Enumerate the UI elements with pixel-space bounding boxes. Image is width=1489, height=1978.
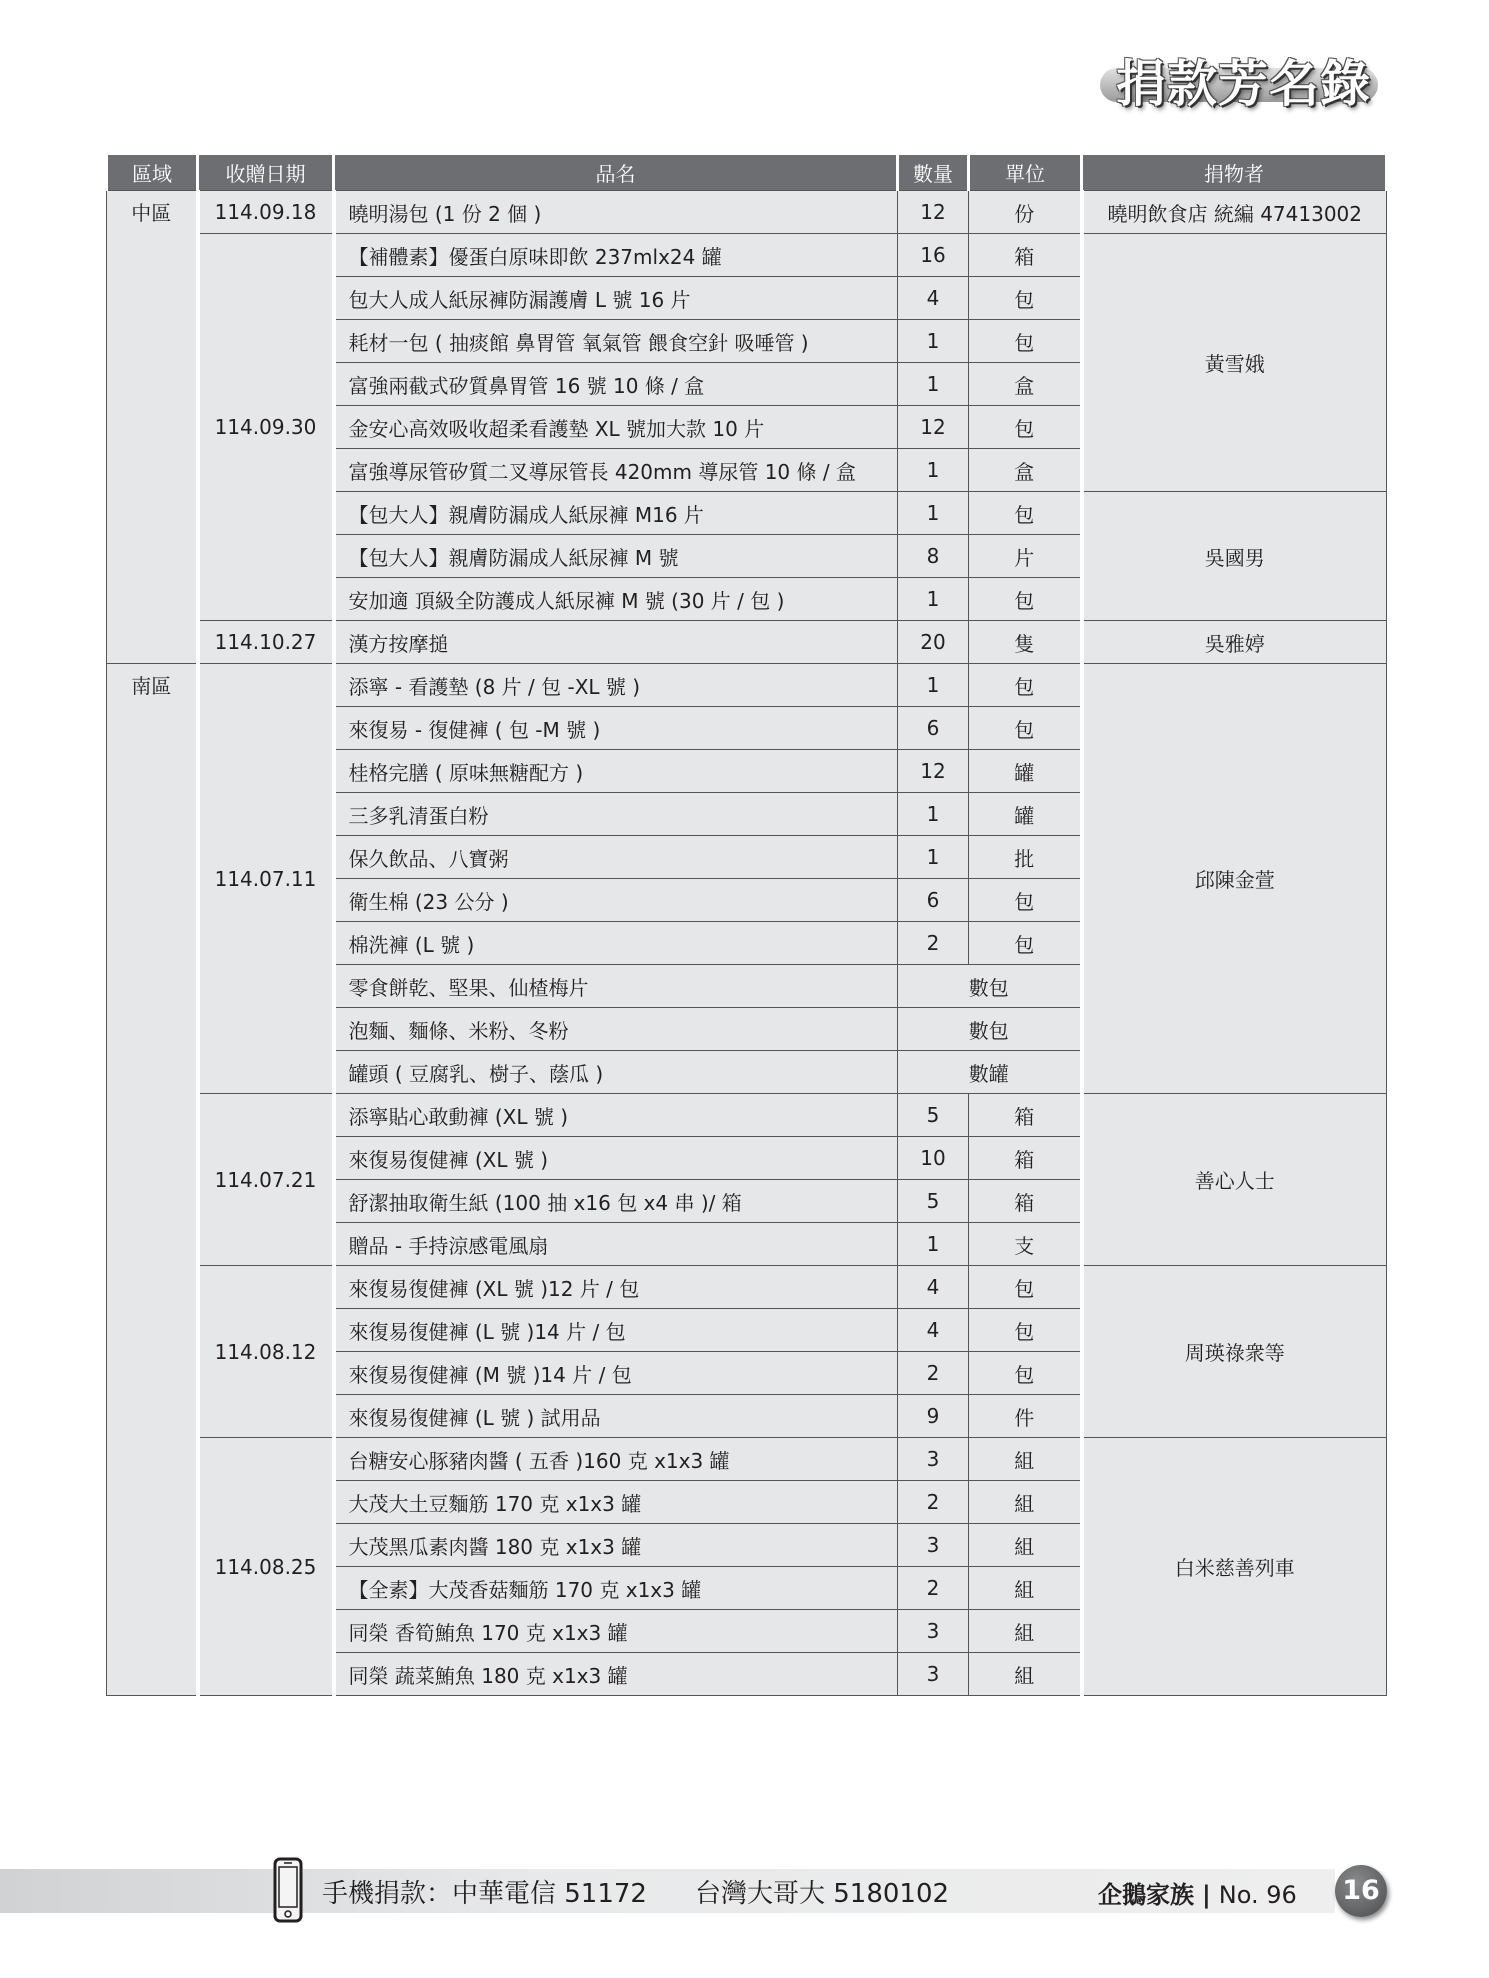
unit-cell: 組 [969, 1567, 1082, 1610]
qty-cell: 3 [898, 1438, 969, 1481]
date-cell: 114.07.21 [198, 1094, 334, 1266]
col-header-region: 區域 [107, 155, 198, 191]
unit-cell: 箱 [969, 1094, 1082, 1137]
item-cell: 大茂黑瓜素肉醬 180 克 x1x3 罐 [334, 1524, 898, 1567]
unit-cell: 箱 [969, 1180, 1082, 1223]
unit-cell: 包 [969, 406, 1082, 449]
qty-cell: 6 [898, 879, 969, 922]
unit-cell: 包 [969, 1266, 1082, 1309]
separator: | [1202, 1881, 1211, 1909]
qty-cell: 12 [898, 191, 969, 234]
donor-cell: 吳國男 [1082, 492, 1387, 621]
table-row [107, 1094, 1387, 1137]
date-cell: 114.08.12 [198, 1266, 334, 1438]
donor-cell: 吳雅婷 [1082, 621, 1387, 664]
unit-cell: 包 [969, 578, 1082, 621]
item-cell: 罐頭 ( 豆腐乳、樹子、蔭瓜 ) [334, 1051, 898, 1094]
qty-unit-cell: 數包 [898, 1008, 1082, 1051]
unit-cell: 組 [969, 1438, 1082, 1481]
unit-cell: 組 [969, 1653, 1082, 1696]
donor-cell: 白米慈善列車 [1082, 1438, 1387, 1696]
col-header-qty: 數量 [898, 155, 969, 191]
unit-cell: 盒 [969, 449, 1082, 492]
item-cell: 舒潔抽取衛生紙 (100 抽 x16 包 x4 串 )/ 箱 [334, 1180, 898, 1223]
item-cell: 【包大人】親膚防漏成人紙尿褲 M 號 [334, 535, 898, 578]
unit-cell: 包 [969, 879, 1082, 922]
qty-cell: 4 [898, 1309, 969, 1352]
item-cell: 富強兩截式矽質鼻胃管 16 號 10 條 / 盒 [334, 363, 898, 406]
item-cell: 同榮 香筍鮪魚 170 克 x1x3 罐 [334, 1610, 898, 1653]
qty-unit-cell: 數罐 [898, 1051, 1082, 1094]
item-cell: 保久飲品、八寶粥 [334, 836, 898, 879]
qty-cell: 6 [898, 707, 969, 750]
col-header-date: 收贈日期 [198, 155, 334, 191]
region-cell: 南區 [107, 664, 198, 1696]
qty-cell: 10 [898, 1137, 969, 1180]
qty-cell: 4 [898, 1266, 969, 1309]
item-cell: 棉洗褲 (L 號 ) [334, 922, 898, 965]
date-cell: 114.10.27 [198, 621, 334, 664]
item-cell: 來復易復健褲 (XL 號 )12 片 / 包 [334, 1266, 898, 1309]
item-cell: 【補體素】優蛋白原味即飲 237mlx24 罐 [334, 234, 898, 277]
qty-cell: 1 [898, 320, 969, 363]
qty-cell: 1 [898, 363, 969, 406]
unit-cell: 隻 [969, 621, 1082, 664]
item-cell: 添寧 - 看護墊 (8 片 / 包 -XL 號 ) [334, 664, 898, 707]
unit-cell: 包 [969, 320, 1082, 363]
date-cell: 114.07.11 [198, 664, 334, 1094]
item-cell: 來復易復健褲 (M 號 )14 片 / 包 [334, 1352, 898, 1395]
unit-cell: 組 [969, 1481, 1082, 1524]
mobile-phone-icon [270, 1855, 306, 1925]
qty-cell: 12 [898, 750, 969, 793]
item-cell: 曉明湯包 (1 份 2 個 ) [334, 191, 898, 234]
table-row [107, 1266, 1387, 1309]
qty-cell: 1 [898, 449, 969, 492]
date-cell: 114.09.18 [198, 191, 334, 234]
qty-cell: 2 [898, 1567, 969, 1610]
qty-cell: 3 [898, 1610, 969, 1653]
unit-cell: 箱 [969, 1137, 1082, 1180]
qty-cell: 1 [898, 793, 969, 836]
page-title: 捐款芳名錄 [1116, 55, 1371, 113]
region-cell: 中區 [107, 191, 198, 664]
item-cell: 【包大人】親膚防漏成人紙尿褲 M16 片 [334, 492, 898, 535]
item-cell: 來復易復健褲 (L 號 )14 片 / 包 [334, 1309, 898, 1352]
col-header-donor: 捐物者 [1082, 155, 1387, 191]
qty-cell: 9 [898, 1395, 969, 1438]
item-cell: 來復易復健褲 (L 號 ) 試用品 [334, 1395, 898, 1438]
unit-cell: 罐 [969, 793, 1082, 836]
unit-cell: 件 [969, 1395, 1082, 1438]
item-cell: 漢方按摩搥 [334, 621, 898, 664]
item-cell: 衛生棉 (23 公分 ) [334, 879, 898, 922]
table-row [107, 621, 1387, 664]
page-number: 16 [1335, 1865, 1387, 1917]
magazine-name: 企鵝家族 [1098, 1881, 1194, 1909]
unit-cell: 包 [969, 922, 1082, 965]
qty-cell: 1 [898, 664, 969, 707]
qty-cell: 2 [898, 922, 969, 965]
qty-cell: 8 [898, 535, 969, 578]
qty-cell: 5 [898, 1094, 969, 1137]
unit-cell: 包 [969, 277, 1082, 320]
qty-cell: 1 [898, 1223, 969, 1266]
qty-cell: 3 [898, 1653, 969, 1696]
donation-line-cht: 手機捐款：中華電信 51172 [322, 1879, 647, 1909]
item-cell: 零食餅乾、堅果、仙楂梅片 [334, 965, 898, 1008]
unit-cell: 組 [969, 1610, 1082, 1653]
page-title-badge [1100, 44, 1378, 113]
date-cell: 114.08.25 [198, 1438, 334, 1696]
item-cell: 來復易復健褲 (XL 號 ) [334, 1137, 898, 1180]
issue-info [1098, 1875, 1297, 1910]
donation-table [105, 155, 1388, 1696]
table-row [107, 234, 1387, 277]
qty-cell: 3 [898, 1524, 969, 1567]
item-cell: 金安心高效吸收超柔看護墊 XL 號加大款 10 片 [334, 406, 898, 449]
unit-cell: 包 [969, 707, 1082, 750]
item-cell: 三多乳清蛋白粉 [334, 793, 898, 836]
qty-cell: 1 [898, 492, 969, 535]
qty-cell: 12 [898, 406, 969, 449]
item-cell: 添寧貼心敢動褲 (XL 號 ) [334, 1094, 898, 1137]
item-cell: 贈品 - 手持涼感電風扇 [334, 1223, 898, 1266]
qty-cell: 2 [898, 1481, 969, 1524]
unit-cell: 包 [969, 1352, 1082, 1395]
date-cell: 114.09.30 [198, 234, 334, 621]
qty-cell: 1 [898, 578, 969, 621]
qty-cell: 4 [898, 277, 969, 320]
qty-cell: 16 [898, 234, 969, 277]
unit-cell: 片 [969, 535, 1082, 578]
item-cell: 來復易 - 復健褲 ( 包 -M 號 ) [334, 707, 898, 750]
item-cell: 包大人成人紙尿褲防漏護膚 L 號 16 片 [334, 277, 898, 320]
item-cell: 桂格完膳 ( 原味無糖配方 ) [334, 750, 898, 793]
unit-cell: 包 [969, 664, 1082, 707]
donor-cell: 周瑛祿衆等 [1082, 1266, 1387, 1438]
table-row [107, 664, 1387, 707]
item-cell: 泡麵、麵條、米粉、冬粉 [334, 1008, 898, 1051]
table-header-row [107, 155, 1387, 191]
col-header-item: 品名 [334, 155, 898, 191]
donor-cell: 黃雪娥 [1082, 234, 1387, 492]
donation-line-twm: 台灣大哥大 5180102 [694, 1879, 950, 1909]
table-row [107, 1438, 1387, 1481]
item-cell: 台糖安心豚豬肉醬 ( 五香 )160 克 x1x3 罐 [334, 1438, 898, 1481]
qty-cell: 20 [898, 621, 969, 664]
donor-cell: 邱陳金萱 [1082, 664, 1387, 1094]
unit-cell: 批 [969, 836, 1082, 879]
unit-cell: 箱 [969, 234, 1082, 277]
unit-cell: 份 [969, 191, 1082, 234]
col-header-unit: 單位 [969, 155, 1082, 191]
item-cell: 大茂大土豆麵筋 170 克 x1x3 罐 [334, 1481, 898, 1524]
mobile-donation-info [322, 1873, 997, 1910]
unit-cell: 包 [969, 492, 1082, 535]
unit-cell: 盒 [969, 363, 1082, 406]
qty-unit-cell: 數包 [898, 965, 1082, 1008]
unit-cell: 組 [969, 1524, 1082, 1567]
donor-cell: 曉明飲食店 統編 47413002 [1082, 191, 1387, 234]
qty-cell: 1 [898, 836, 969, 879]
unit-cell: 支 [969, 1223, 1082, 1266]
issue-number: No. 96 [1218, 1881, 1297, 1909]
item-cell: 耗材一包 ( 抽痰館 鼻胃管 氧氣管 餵食空針 吸唾管 ) [334, 320, 898, 363]
item-cell: 富強導尿管矽質二叉導尿管長 420mm 導尿管 10 條 / 盒 [334, 449, 898, 492]
item-cell: 【全素】大茂香菇麵筋 170 克 x1x3 罐 [334, 1567, 898, 1610]
item-cell: 安加適 頂級全防護成人紙尿褲 M 號 (30 片 / 包 ) [334, 578, 898, 621]
donor-cell: 善心人士 [1082, 1094, 1387, 1266]
unit-cell: 包 [969, 1309, 1082, 1352]
qty-cell: 2 [898, 1352, 969, 1395]
unit-cell: 罐 [969, 750, 1082, 793]
table-row [107, 191, 1387, 234]
qty-cell: 5 [898, 1180, 969, 1223]
item-cell: 同榮 蔬菜鮪魚 180 克 x1x3 罐 [334, 1653, 898, 1696]
